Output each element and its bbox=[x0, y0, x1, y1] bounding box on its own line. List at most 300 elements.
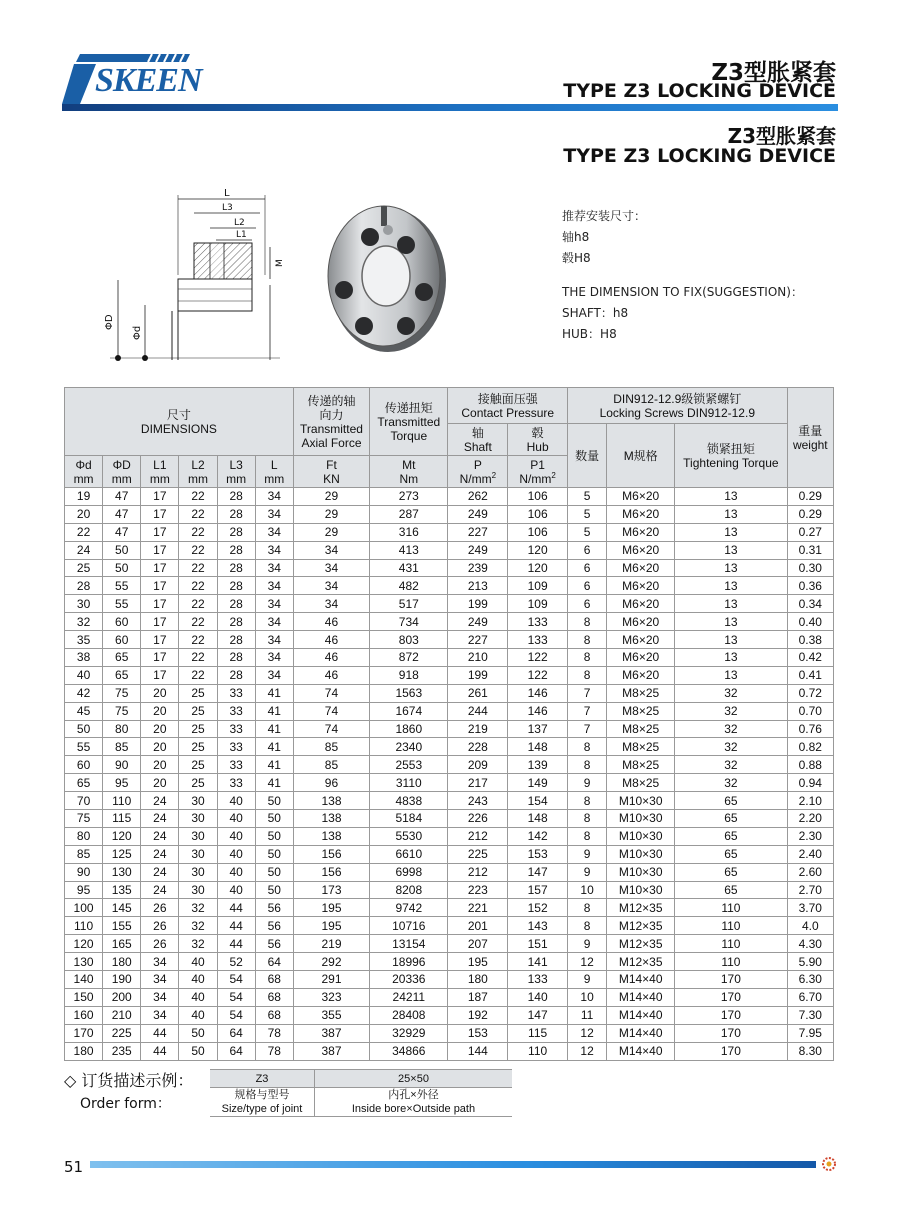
cell-L1: 44 bbox=[141, 1042, 179, 1060]
cell-mt: 316 bbox=[370, 523, 448, 541]
cell-weight: 0.31 bbox=[787, 541, 833, 559]
cell-qty: 8 bbox=[568, 756, 607, 774]
cell-p1: 147 bbox=[508, 1006, 568, 1024]
cell-L1: 17 bbox=[141, 523, 179, 541]
cell-qty: 5 bbox=[568, 523, 607, 541]
cell-d: 75 bbox=[65, 810, 103, 828]
cell-L3: 44 bbox=[217, 917, 255, 935]
cell-L1: 26 bbox=[141, 935, 179, 953]
cell-d: 55 bbox=[65, 738, 103, 756]
cell-mt: 4838 bbox=[370, 792, 448, 810]
cell-ft: 46 bbox=[293, 649, 369, 667]
cell-p: 210 bbox=[448, 649, 508, 667]
unit-P1: P1 $N/mm^2$ bbox=[508, 456, 568, 488]
table-row bbox=[65, 774, 834, 792]
cell-D: 165 bbox=[103, 935, 141, 953]
cell-m-size: M10×30 bbox=[607, 827, 675, 845]
cell-p1: 109 bbox=[508, 595, 568, 613]
cell-p: 244 bbox=[448, 702, 508, 720]
cell-L2: 22 bbox=[179, 595, 217, 613]
cell-D: 65 bbox=[103, 649, 141, 667]
cell-mt: 32929 bbox=[370, 1024, 448, 1042]
cell-mt: 273 bbox=[370, 488, 448, 506]
cell-L2: 25 bbox=[179, 774, 217, 792]
cell-L: 34 bbox=[255, 488, 293, 506]
cell-ts: 110 bbox=[675, 899, 787, 917]
cell-m-size: M10×30 bbox=[607, 810, 675, 828]
cell-L3: 40 bbox=[217, 792, 255, 810]
cell-ts: 13 bbox=[675, 541, 787, 559]
cell-m-size: M6×20 bbox=[607, 505, 675, 523]
cell-L3: 28 bbox=[217, 559, 255, 577]
header-tight-cn: 锁紧扭矩 bbox=[706, 441, 755, 456]
header-qty bbox=[568, 424, 607, 488]
order-title-cn: ◇ 订货描述示例： bbox=[64, 1071, 194, 1090]
cell-qty: 9 bbox=[568, 971, 607, 989]
cell-L3: 33 bbox=[217, 738, 255, 756]
cell-ft: 156 bbox=[293, 863, 369, 881]
cell-D: 210 bbox=[103, 1006, 141, 1024]
cell-L2: 25 bbox=[179, 738, 217, 756]
cell-p1: 115 bbox=[508, 1024, 568, 1042]
cell-weight: 4.0 bbox=[787, 917, 833, 935]
cell-ts: 65 bbox=[675, 863, 787, 881]
cell-weight: 7.95 bbox=[787, 1024, 833, 1042]
cell-p1: 106 bbox=[508, 505, 568, 523]
cell-L1: 20 bbox=[141, 720, 179, 738]
cell-L2: 22 bbox=[179, 505, 217, 523]
cell-mt: 3110 bbox=[370, 774, 448, 792]
cell-p1: 133 bbox=[508, 631, 568, 649]
cell-ts: 65 bbox=[675, 792, 787, 810]
cell-ft: 138 bbox=[293, 792, 369, 810]
cell-L: 34 bbox=[255, 541, 293, 559]
cell-L: 50 bbox=[255, 881, 293, 899]
table-row bbox=[65, 899, 834, 917]
cell-ts: 32 bbox=[675, 738, 787, 756]
cell-L: 41 bbox=[255, 756, 293, 774]
cell-mt: 10716 bbox=[370, 917, 448, 935]
cell-L2: 40 bbox=[179, 953, 217, 971]
cell-L1: 24 bbox=[141, 881, 179, 899]
cell-p: 223 bbox=[448, 881, 508, 899]
cell-weight: 0.34 bbox=[787, 595, 833, 613]
cell-mt: 1860 bbox=[370, 720, 448, 738]
cell-weight: 2.60 bbox=[787, 863, 833, 881]
cell-ts: 32 bbox=[675, 684, 787, 702]
cell-ft: 74 bbox=[293, 720, 369, 738]
cell-d: 35 bbox=[65, 631, 103, 649]
cell-p: 201 bbox=[448, 917, 508, 935]
cell-L3: 28 bbox=[217, 613, 255, 631]
cell-qty: 7 bbox=[568, 702, 607, 720]
cell-ft: 74 bbox=[293, 684, 369, 702]
cell-qty: 7 bbox=[568, 720, 607, 738]
label-L1: L1 bbox=[236, 230, 247, 240]
cell-ft: 387 bbox=[293, 1042, 369, 1060]
cell-mt: 2340 bbox=[370, 738, 448, 756]
cell-D: 47 bbox=[103, 505, 141, 523]
cell-qty: 5 bbox=[568, 505, 607, 523]
cell-L: 34 bbox=[255, 631, 293, 649]
cell-p1: 139 bbox=[508, 756, 568, 774]
cell-ft: 138 bbox=[293, 827, 369, 845]
cell-D: 130 bbox=[103, 863, 141, 881]
cell-L1: 24 bbox=[141, 792, 179, 810]
cell-ft: 34 bbox=[293, 577, 369, 595]
cell-L3: 28 bbox=[217, 488, 255, 506]
cell-p: 199 bbox=[448, 595, 508, 613]
cell-L: 50 bbox=[255, 845, 293, 863]
cell-mt: 5184 bbox=[370, 810, 448, 828]
cell-L3: 28 bbox=[217, 541, 255, 559]
cell-p1: 154 bbox=[508, 792, 568, 810]
cell-weight: 5.90 bbox=[787, 953, 833, 971]
cell-mt: 413 bbox=[370, 541, 448, 559]
cell-d: 180 bbox=[65, 1042, 103, 1060]
cell-ft: 34 bbox=[293, 595, 369, 613]
cell-p1: 133 bbox=[508, 971, 568, 989]
unit-D: ΦD mm bbox=[103, 456, 141, 488]
cell-qty: 12 bbox=[568, 953, 607, 971]
cell-D: 135 bbox=[103, 881, 141, 899]
cell-m-size: M8×25 bbox=[607, 738, 675, 756]
cell-qty: 9 bbox=[568, 863, 607, 881]
cell-ft: 29 bbox=[293, 505, 369, 523]
table-row bbox=[65, 613, 834, 631]
cell-mt: 13154 bbox=[370, 935, 448, 953]
cell-p1: 120 bbox=[508, 541, 568, 559]
cell-m-size: M6×20 bbox=[607, 631, 675, 649]
cell-L: 50 bbox=[255, 827, 293, 845]
cell-qty: 6 bbox=[568, 541, 607, 559]
cell-D: 235 bbox=[103, 1042, 141, 1060]
cell-p: 249 bbox=[448, 613, 508, 631]
rec-hub-en: HUB：H8 bbox=[562, 327, 617, 341]
cell-ft: 173 bbox=[293, 881, 369, 899]
page-number: 51 bbox=[64, 1158, 84, 1176]
header-tightening bbox=[675, 424, 787, 488]
cell-weight: 0.29 bbox=[787, 488, 833, 506]
cell-qty: 8 bbox=[568, 792, 607, 810]
cell-L1: 20 bbox=[141, 756, 179, 774]
cell-weight: 0.88 bbox=[787, 756, 833, 774]
cell-L1: 34 bbox=[141, 971, 179, 989]
cell-L3: 44 bbox=[217, 899, 255, 917]
cell-ft: 85 bbox=[293, 738, 369, 756]
cell-L: 64 bbox=[255, 953, 293, 971]
order-label-type-cn: 规格与型号 bbox=[210, 1088, 315, 1103]
header-pressure-en: Contact Pressure bbox=[461, 405, 555, 420]
cell-mt: 2553 bbox=[370, 756, 448, 774]
cell-m-size: M12×35 bbox=[607, 935, 675, 953]
cell-p: 209 bbox=[448, 756, 508, 774]
cell-L2: 30 bbox=[179, 792, 217, 810]
header-shaft-en: Shaft bbox=[463, 439, 492, 454]
cell-L: 78 bbox=[255, 1024, 293, 1042]
section-drawing bbox=[100, 185, 300, 365]
cell-qty: 8 bbox=[568, 827, 607, 845]
cell-p1: 122 bbox=[508, 649, 568, 667]
cell-qty: 8 bbox=[568, 917, 607, 935]
cell-L1: 44 bbox=[141, 1024, 179, 1042]
cell-L3: 40 bbox=[217, 881, 255, 899]
table-row bbox=[65, 988, 834, 1006]
cell-d: 100 bbox=[65, 899, 103, 917]
cell-d: 19 bbox=[65, 488, 103, 506]
cell-weight: 7.30 bbox=[787, 1006, 833, 1024]
cell-qty: 6 bbox=[568, 559, 607, 577]
cell-p: 227 bbox=[448, 523, 508, 541]
cell-p1: 137 bbox=[508, 720, 568, 738]
cell-L3: 28 bbox=[217, 577, 255, 595]
cell-p: 144 bbox=[448, 1042, 508, 1060]
cell-qty: 10 bbox=[568, 988, 607, 1006]
header-shaft-cn: 轴 bbox=[471, 425, 484, 440]
rec-hub-cn: 毂H8 bbox=[562, 251, 591, 265]
cell-qty: 8 bbox=[568, 666, 607, 684]
cell-ft: 46 bbox=[293, 613, 369, 631]
cell-d: 110 bbox=[65, 917, 103, 935]
table-row bbox=[65, 559, 834, 577]
cell-L2: 30 bbox=[179, 827, 217, 845]
cell-L3: 40 bbox=[217, 827, 255, 845]
cell-p1: 148 bbox=[508, 738, 568, 756]
cell-L: 68 bbox=[255, 988, 293, 1006]
header-axial-force bbox=[293, 388, 369, 456]
cell-m-size: M14×40 bbox=[607, 988, 675, 1006]
cell-p: 199 bbox=[448, 666, 508, 684]
cell-D: 90 bbox=[103, 756, 141, 774]
cell-D: 95 bbox=[103, 774, 141, 792]
cell-m-size: M10×30 bbox=[607, 792, 675, 810]
cell-qty: 12 bbox=[568, 1024, 607, 1042]
cell-D: 75 bbox=[103, 702, 141, 720]
cell-L: 34 bbox=[255, 505, 293, 523]
cell-m-size: M8×25 bbox=[607, 756, 675, 774]
cell-L2: 32 bbox=[179, 917, 217, 935]
cell-qty: 8 bbox=[568, 810, 607, 828]
cell-L1: 20 bbox=[141, 702, 179, 720]
cell-qty: 9 bbox=[568, 845, 607, 863]
cell-L: 34 bbox=[255, 666, 293, 684]
cell-ts: 170 bbox=[675, 988, 787, 1006]
cell-ts: 32 bbox=[675, 774, 787, 792]
cell-ts: 13 bbox=[675, 559, 787, 577]
spec-table bbox=[64, 387, 834, 1061]
cell-ts: 32 bbox=[675, 702, 787, 720]
cell-L1: 17 bbox=[141, 488, 179, 506]
cell-p: 217 bbox=[448, 774, 508, 792]
cell-mt: 872 bbox=[370, 649, 448, 667]
cell-weight: 2.40 bbox=[787, 845, 833, 863]
cell-weight: 2.70 bbox=[787, 881, 833, 899]
cell-D: 115 bbox=[103, 810, 141, 828]
cell-D: 85 bbox=[103, 738, 141, 756]
table-row bbox=[65, 649, 834, 667]
cell-weight: 0.42 bbox=[787, 649, 833, 667]
cell-ft: 34 bbox=[293, 541, 369, 559]
cell-L3: 33 bbox=[217, 774, 255, 792]
cell-ts: 13 bbox=[675, 595, 787, 613]
cell-weight: 0.70 bbox=[787, 702, 833, 720]
cell-p: 239 bbox=[448, 559, 508, 577]
cell-m-size: M6×20 bbox=[607, 488, 675, 506]
cell-L2: 40 bbox=[179, 1006, 217, 1024]
cell-weight: 2.20 bbox=[787, 810, 833, 828]
cell-qty: 7 bbox=[568, 684, 607, 702]
cell-ft: 29 bbox=[293, 523, 369, 541]
header-dimensions-cn: 尺寸 bbox=[166, 407, 191, 422]
header-hub bbox=[508, 424, 568, 456]
cell-weight: 0.30 bbox=[787, 559, 833, 577]
cell-D: 155 bbox=[103, 917, 141, 935]
rec-title-cn: 推荐安装尺寸： bbox=[562, 209, 647, 223]
cell-ft: 323 bbox=[293, 988, 369, 1006]
cell-d: 40 bbox=[65, 666, 103, 684]
cell-L2: 22 bbox=[179, 523, 217, 541]
cell-D: 60 bbox=[103, 613, 141, 631]
cell-weight: 6.70 bbox=[787, 988, 833, 1006]
cell-p: 180 bbox=[448, 971, 508, 989]
cell-mt: 482 bbox=[370, 577, 448, 595]
cell-p1: 106 bbox=[508, 488, 568, 506]
header-screws-cn: DIN912-12.9级锁紧螺钉 bbox=[613, 391, 742, 406]
cell-d: 130 bbox=[65, 953, 103, 971]
order-title-en: Order form： bbox=[80, 1096, 171, 1112]
cell-d: 38 bbox=[65, 649, 103, 667]
cell-D: 145 bbox=[103, 899, 141, 917]
cell-m-size: M12×35 bbox=[607, 953, 675, 971]
cell-ts: 13 bbox=[675, 577, 787, 595]
cell-ts: 32 bbox=[675, 720, 787, 738]
cell-p: 195 bbox=[448, 953, 508, 971]
cell-L1: 17 bbox=[141, 559, 179, 577]
cell-d: 28 bbox=[65, 577, 103, 595]
subtitle-en: TYPE Z3 LOCKING DEVICE bbox=[563, 145, 836, 167]
cell-L2: 22 bbox=[179, 649, 217, 667]
cell-ft: 156 bbox=[293, 845, 369, 863]
cell-L: 56 bbox=[255, 935, 293, 953]
cell-d: 120 bbox=[65, 935, 103, 953]
cell-d: 32 bbox=[65, 613, 103, 631]
cell-mt: 24211 bbox=[370, 988, 448, 1006]
unit-P: P $N/mm^2$ bbox=[448, 456, 508, 488]
cell-qty: 9 bbox=[568, 774, 607, 792]
cell-ft: 195 bbox=[293, 899, 369, 917]
cell-weight: 0.41 bbox=[787, 666, 833, 684]
cell-L3: 33 bbox=[217, 684, 255, 702]
header-m-cn: M规格 bbox=[623, 448, 658, 463]
cell-p: 226 bbox=[448, 810, 508, 828]
table-row bbox=[65, 935, 834, 953]
cell-d: 20 bbox=[65, 505, 103, 523]
cell-m-size: M10×30 bbox=[607, 863, 675, 881]
header-dimensions-en: DIMENSIONS bbox=[140, 421, 217, 436]
cell-m-size: M8×25 bbox=[607, 684, 675, 702]
cell-ts: 65 bbox=[675, 827, 787, 845]
cell-L1: 20 bbox=[141, 738, 179, 756]
cell-ts: 13 bbox=[675, 649, 787, 667]
cell-d: 24 bbox=[65, 541, 103, 559]
cell-L3: 54 bbox=[217, 1006, 255, 1024]
cell-D: 110 bbox=[103, 792, 141, 810]
cell-ts: 65 bbox=[675, 881, 787, 899]
cell-p: 261 bbox=[448, 684, 508, 702]
table-row bbox=[65, 505, 834, 523]
cell-ts: 170 bbox=[675, 1042, 787, 1060]
cell-D: 55 bbox=[103, 577, 141, 595]
table-row bbox=[65, 702, 834, 720]
table-row bbox=[65, 541, 834, 559]
table-row bbox=[65, 863, 834, 881]
cell-L1: 34 bbox=[141, 1006, 179, 1024]
cell-p1: 122 bbox=[508, 666, 568, 684]
product-image bbox=[326, 190, 446, 355]
table-row bbox=[65, 738, 834, 756]
table-row bbox=[65, 631, 834, 649]
cell-mt: 20336 bbox=[370, 971, 448, 989]
cell-L: 41 bbox=[255, 738, 293, 756]
cell-m-size: M12×35 bbox=[607, 917, 675, 935]
cell-L: 56 bbox=[255, 917, 293, 935]
cell-D: 180 bbox=[103, 953, 141, 971]
cell-p: 153 bbox=[448, 1024, 508, 1042]
page-title-en: TYPE Z3 LOCKING DEVICE bbox=[563, 80, 836, 102]
cell-qty: 12 bbox=[568, 1042, 607, 1060]
cell-ts: 170 bbox=[675, 1006, 787, 1024]
table-row bbox=[65, 595, 834, 613]
cell-D: 75 bbox=[103, 684, 141, 702]
cell-L1: 17 bbox=[141, 541, 179, 559]
logo-text: SKEEN bbox=[95, 62, 202, 99]
cell-weight: 0.38 bbox=[787, 631, 833, 649]
cell-L1: 24 bbox=[141, 845, 179, 863]
cell-L3: 54 bbox=[217, 971, 255, 989]
cell-ts: 110 bbox=[675, 953, 787, 971]
cell-p: 225 bbox=[448, 845, 508, 863]
cell-weight: 0.76 bbox=[787, 720, 833, 738]
cell-D: 47 bbox=[103, 523, 141, 541]
header-pressure bbox=[448, 388, 568, 424]
cell-p: 249 bbox=[448, 505, 508, 523]
cell-d: 85 bbox=[65, 845, 103, 863]
cell-ft: 291 bbox=[293, 971, 369, 989]
cell-ts: 32 bbox=[675, 756, 787, 774]
cell-m-size: M6×20 bbox=[607, 523, 675, 541]
label-M: M bbox=[275, 259, 285, 267]
table-row bbox=[65, 1006, 834, 1024]
cell-ft: 387 bbox=[293, 1024, 369, 1042]
cell-ts: 170 bbox=[675, 971, 787, 989]
cell-qty: 8 bbox=[568, 613, 607, 631]
cell-mt: 8208 bbox=[370, 881, 448, 899]
cell-L3: 40 bbox=[217, 810, 255, 828]
header-shaft bbox=[448, 424, 508, 456]
cell-p: 187 bbox=[448, 988, 508, 1006]
cell-L1: 17 bbox=[141, 613, 179, 631]
cell-mt: 28408 bbox=[370, 1006, 448, 1024]
cell-p: 249 bbox=[448, 541, 508, 559]
cell-p: 228 bbox=[448, 738, 508, 756]
cell-ts: 170 bbox=[675, 1024, 787, 1042]
cell-L3: 28 bbox=[217, 649, 255, 667]
cell-p1: 153 bbox=[508, 845, 568, 863]
cell-p: 212 bbox=[448, 863, 508, 881]
cell-ft: 46 bbox=[293, 631, 369, 649]
cell-d: 150 bbox=[65, 988, 103, 1006]
cell-d: 90 bbox=[65, 863, 103, 881]
